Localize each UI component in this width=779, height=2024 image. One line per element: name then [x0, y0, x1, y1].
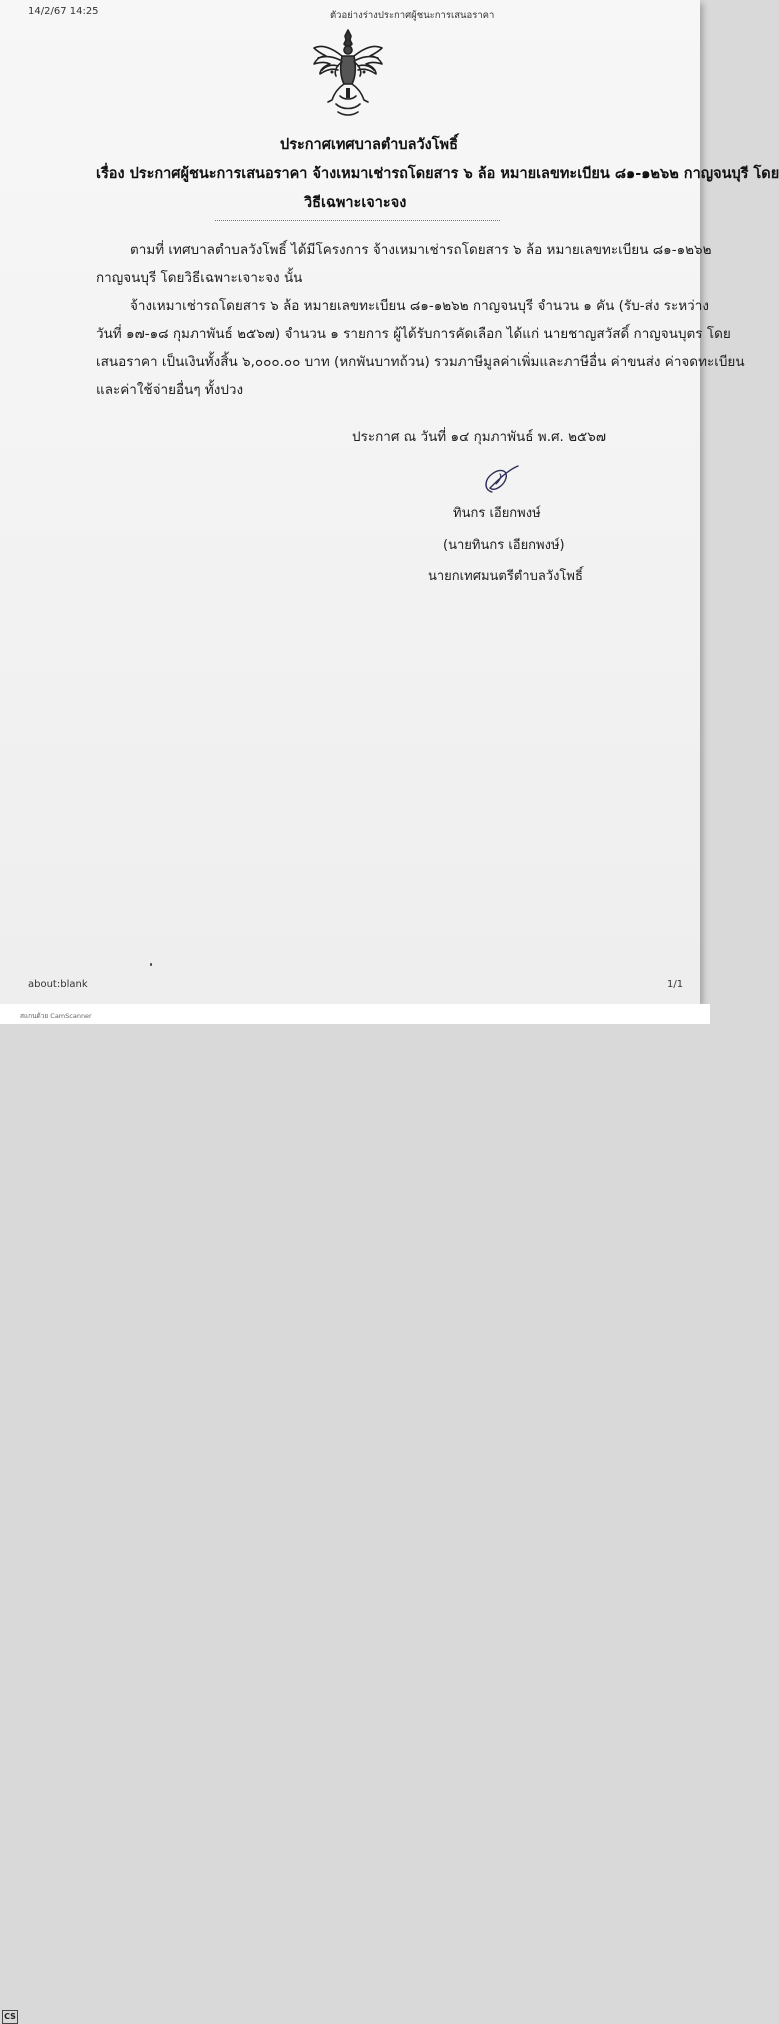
- announce-date: ประกาศ ณ วันที่ ๑๔ กุมภาพันธ์ พ.ศ. ๒๕๖๗: [352, 429, 606, 445]
- subject-line-2: วิธีเฉพาะเจาะจง: [304, 195, 407, 211]
- signatory-name: ทินกร เอียกพงษ์: [453, 506, 541, 521]
- signatory-name-parenthesized: (นายทินกร เอียกพงษ์): [443, 538, 565, 553]
- camscanner-logo-icon: CS: [2, 2010, 18, 2024]
- paragraph-1-line-2: กาญจนบุรี โดยวิธีเฉพาะเจาะจง นั้น: [96, 270, 303, 286]
- issuer-heading: ประกาศเทศบาลตำบลวังโพธิ์: [280, 137, 458, 153]
- paragraph-2-line-2: วันที่ ๑๗-๑๘ กุมภาพันธ์ ๒๕๖๗) จำนวน ๑ รายการ ผู้ได้รับการคัดเลือก ได้แก่ นายชาญสวัสดิ์ กาญจนบุตร โดย: [96, 326, 731, 342]
- handwritten-signature: [478, 462, 528, 498]
- subject-line-1: เรื่อง ประกาศผู้ชนะการเสนอราคา จ้างเหมาเช่ารถโดยสาร ๖ ล้อ หมายเลขทะเบียน ๘๑-๑๒๖๒ กาญจนบุรี โดย: [96, 166, 779, 182]
- print-footer-url: about:blank: [28, 979, 88, 990]
- paragraph-2-line-4: และค่าใช้จ่ายอื่นๆ ทั้งปวง: [96, 382, 244, 398]
- scanner-label: สแกนด้วย CamScanner: [20, 1012, 92, 1020]
- scanner-watermark-bar: [0, 1004, 710, 2021]
- paragraph-1-line-1: ตามที่ เทศบาลตำบลวังโพธิ์ ได้มีโครงการ จ้างเหมาเช่ารถโดยสาร ๖ ล้อ หมายเลขทะเบียน ๘๑-๑๒๖๒: [130, 242, 712, 258]
- garuda-emblem-icon: [310, 26, 386, 118]
- title-divider: [215, 220, 500, 221]
- print-datetime: 14/2/67 14:25: [28, 6, 99, 17]
- print-footer-page: 1/1: [667, 979, 684, 990]
- scan-speck: [150, 963, 152, 966]
- signatory-position: นายกเทศมนตรีตำบลวังโพธิ์: [428, 569, 583, 584]
- paragraph-2-line-3: เสนอราคา เป็นเงินทั้งสิ้น ๖,๐๐๐.๐๐ บาท (หกพันบาทถ้วน) รวมภาษีมูลค่าเพิ่มและภาษีอื่น ค่าขนส่ง ค่าจดทะเบียน: [96, 354, 745, 370]
- document-page: [0, 0, 779, 1004]
- paragraph-2-line-1: จ้างเหมาเช่ารถโดยสาร ๖ ล้อ หมายเลขทะเบียน ๘๑-๑๒๖๒ กาญจนบุรี จำนวน ๑ คัน (รับ-ส่ง ระหว่าง: [130, 298, 709, 314]
- print-doc-title: ตัวอย่างร่างประกาศผู้ชนะการเสนอราคา: [330, 10, 495, 21]
